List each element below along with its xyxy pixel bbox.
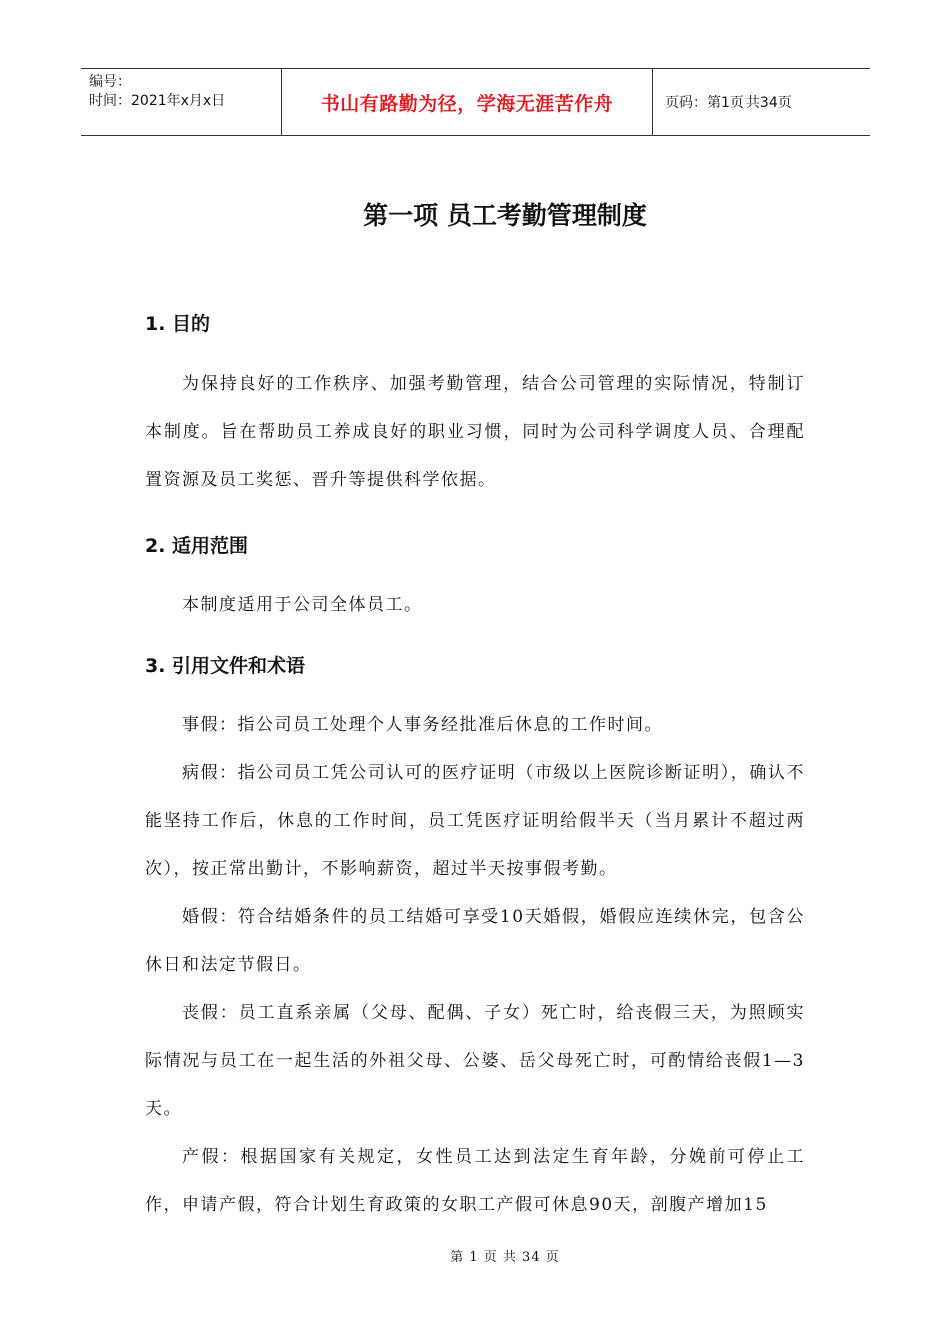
paragraph-marriage-leave: 婚假：符合结婚条件的员工结婚可享受10天婚假，婚假应连续休完，包含公休日和法定节假日。 [145, 907, 805, 975]
section-heading-scope: 2. 适用范围 [145, 535, 249, 557]
header-meta [81, 69, 281, 135]
section-heading-terms: 3. 引用文件和术语 [145, 655, 306, 677]
paragraph-maternity-leave: 产假：根据国家有关规定，女性员工达到法定生育年龄，分娩前可停止工作，申请产假，符合计划生育政策的女职工产假可休息90天，剖腹产增加15 [145, 1147, 805, 1215]
document-date: 时间：2021年x月x日 [89, 93, 226, 109]
header-total-pages: 共34页 [745, 95, 792, 111]
document-number-label: 编号： [89, 74, 131, 90]
header-page-number: 页码：第1页 [665, 95, 744, 111]
header-motto-cell [281, 69, 653, 135]
paragraph-bereavement-leave: 丧假：员工直系亲属（父母、配偶、子女）死亡时，给丧假三天，为照顾实际情况与员工在一起生活的外祖父母、公婆、岳父母死亡时，可酌情给丧假1—3天。 [145, 1003, 805, 1119]
page-footer: 第 1 页 共 34 页 [450, 1250, 560, 1265]
section-heading-purpose: 1. 目的 [145, 313, 211, 335]
document-title: 第一项 员工考勤管理制度 [363, 201, 647, 230]
paragraph-personal-leave: 事假：指公司员工处理个人事务经批准后休息的工作时间。 [182, 715, 663, 735]
paragraph-sick-leave: 病假：指公司员工凭公司认可的医疗证明（市级以上医院诊断证明），确认不能坚持工作后，休息的工作时间，员工凭医疗证明给假半天（当月累计不超过两次），按正常出勤计，不影响薪资，超过半天按事假考勤。 [145, 763, 805, 879]
page-header [81, 68, 870, 136]
header-page-info [653, 69, 870, 135]
paragraph-scope: 本制度适用于公司全体员工。 [182, 595, 423, 615]
paragraph-purpose: 为保持良好的工作秩序、加强考勤管理，结合公司管理的实际情况，特制订本制度。旨在帮助员工养成良好的职业习惯，同时为公司科学调度人员、合理配置资源及员工奖惩、晋升等提供科学依据。 [145, 374, 805, 490]
header-motto: 书山有路勤为径，学海无涯苦作舟 [320, 92, 614, 115]
